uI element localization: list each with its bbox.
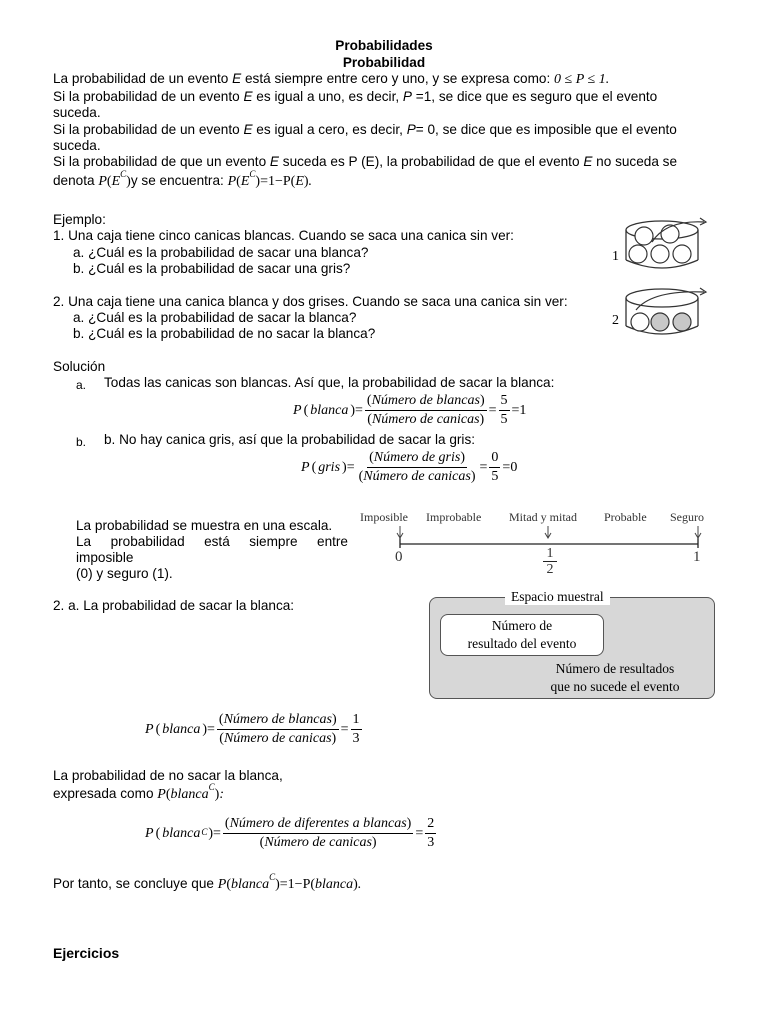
fraction-numerator: 2 [425, 815, 436, 834]
equation-p-blanca-complement: P ( blanca $^C$ )= $\frac{\text{(Número de diferentes a blancas)}}{\text{(Número de canicas)}}$ = $\frac{2}{3}$ [145, 816, 435, 850]
document-title: Probabilidades [335, 38, 433, 53]
event-symbol: E [240, 174, 250, 189]
eq-result: =0 [502, 459, 518, 475]
scale-label-imposible: Imposible [360, 510, 408, 524]
event-symbol: E [583, 154, 593, 169]
text-run: expresada como [53, 786, 158, 801]
event-symbol: E [269, 154, 279, 169]
fraction-value [351, 711, 362, 748]
range-formula: 0 ≤ P ≤ 1. [554, 72, 610, 87]
conclusion-line [53, 872, 713, 893]
intro-line-3-wrap: suceda. [53, 138, 101, 153]
half-denominator: 2 [546, 562, 554, 577]
complement-sup: C [249, 169, 256, 180]
fraction-denominator: Número de canicas [371, 412, 480, 427]
fraction-denominator: 3 [427, 835, 435, 850]
text-run: = 0, se dice que es imposible que el evento [415, 122, 677, 137]
solution-a-letter: a. [76, 378, 87, 392]
equation-p-blanca-one-third: P ( blanca )= $\frac{\text{(Número de blancas)}}{\text{(Número de canicas)}}$ = $\frac{1}{3}$ [145, 712, 360, 746]
figure-1-number: 1 [612, 249, 619, 264]
fraction-numerator: 0 [489, 449, 500, 468]
fraction: $\frac{\text{(Número de blancas)}}{\text{(Número de canicas)}}$ [218, 712, 337, 746]
p-symbol: P [293, 402, 302, 418]
scale-text-2: La probabilidad está siempre entre [76, 534, 348, 549]
question-1: 1. Una caja tiene cinco canicas blancas. Cuando se saca una canica sin ver: [53, 228, 514, 243]
p-symbol: P [217, 877, 227, 892]
p-symbol: P [98, 174, 107, 189]
intro-line-3 [53, 122, 713, 138]
solution-a-text: Todas las canicas son blancas. Así que, la probabilidad de sacar la blanca: [104, 375, 555, 390]
conclusion-formula: P(blanca$^C$)=1−P(blanca). [217, 872, 362, 892]
fraction: $\frac{\text{(Número de blancas)}}{\text{(Número de canicas)}}$ [366, 393, 485, 427]
scale-label-mitad: Mitad y mitad [509, 510, 577, 524]
formula-rhs: =1−P [260, 174, 291, 189]
text-run: Si la probabilidad de que un evento [53, 154, 270, 169]
scale-text-4: (0) y seguro (1). [76, 566, 173, 581]
example-label: Ejemplo: [53, 212, 106, 227]
fraction-denominator: 5 [500, 412, 508, 427]
eq-argument: blanca [230, 877, 270, 892]
intro-line-2-wrap: suceda. [53, 105, 101, 120]
non-event-line-2: que no sucede el evento [550, 679, 680, 694]
half-numerator: 1 [543, 546, 557, 562]
scale-label-probable: Probable [604, 510, 647, 524]
intro-line-1 [53, 71, 713, 88]
eq-argument: blanca [315, 877, 354, 892]
complement-notation: $P(E^C)$ [98, 169, 131, 189]
solution-b-letter: b. [76, 435, 87, 449]
eq-argument: blanca [162, 721, 201, 737]
p-symbol: P [157, 787, 166, 802]
eq-argument: blanca [170, 787, 209, 802]
formula-rhs: =1−P [279, 877, 311, 892]
figure-2-number: 2 [612, 313, 619, 328]
text-run: no suceda se [592, 154, 678, 169]
no-blanca-text-2 [53, 782, 713, 803]
section-title: Probabilidad [342, 55, 426, 70]
eq-result: =1 [511, 402, 527, 418]
fraction-denominator: Número de canicas [363, 469, 471, 484]
scale-text-3: imposible [76, 550, 134, 565]
question-1b: b. ¿Cuál es la probabilidad de sacar una gris? [73, 261, 351, 276]
solution-label: Solución [53, 359, 106, 374]
part2-label: 2. a. La probabilidad de sacar la blanca: [53, 598, 295, 613]
intro-line-5 [53, 169, 713, 190]
text-run: denota [53, 173, 99, 188]
text-run: suceda es P (E), la probabilidad de que el evento [279, 154, 584, 169]
box-five-white-marbles-illustration [622, 212, 708, 280]
complement-sup: C [269, 872, 276, 883]
event-symbol: E [243, 122, 253, 137]
question-2b: b. ¿Cuál es la probabilidad de no sacar la blanca? [73, 326, 376, 341]
p-symbol: P [402, 89, 412, 104]
complement-sup: C [120, 169, 127, 180]
fraction-numerator: Número de blancas [223, 712, 332, 727]
complement-sup: C [208, 782, 215, 793]
question-1a: a. ¿Cuál es la probabilidad de sacar una blanca? [73, 245, 369, 260]
fraction-denominator: 3 [352, 731, 360, 746]
fraction-denominator: Número de canicas [223, 731, 332, 746]
fraction-value [499, 392, 510, 429]
eq-argument: gris [318, 459, 341, 475]
scale-label-seguro: Seguro [670, 510, 704, 524]
scale-label-improbable: Improbable [426, 510, 482, 524]
non-event-outcomes [520, 660, 710, 696]
complement-formula: $P(E^C)=1-P(E)$. [227, 169, 313, 189]
text-run: La probabilidad de un evento [53, 71, 233, 86]
equation-p-gris: P ( gris )= $\frac{\text{(Número de gris)}}{\text{(Número de canicas)}}$ = $\frac{0}{5}$ =0 [301, 450, 518, 484]
event-symbol: E [232, 71, 242, 86]
eq-argument: blanca [162, 825, 201, 841]
scale-text-1: La probabilidad se muestra en una escala. [76, 518, 333, 533]
fraction: $\frac{\text{(Número de diferentes a blancas)}}{\text{(Número de canicas)}}$ [224, 816, 412, 850]
fraction-numerator: 5 [499, 392, 510, 411]
scale-zero: 0 [395, 549, 403, 565]
event-outcomes-line-2: resultado del evento [467, 636, 577, 651]
question-2a: a. ¿Cuál es la probabilidad de sacar la blanca? [73, 310, 357, 325]
event-symbol: E [111, 174, 121, 189]
event-symbol: E [295, 174, 304, 189]
p-symbol: P [301, 459, 310, 475]
complement-notation: P(blanca$^C$): [157, 782, 224, 802]
p-symbol: P [145, 721, 154, 737]
text-run: Si la probabilidad de un evento [53, 89, 244, 104]
fraction: $\frac{\text{(Número de gris)}}{\text{(Número de canicas)}}$ [358, 450, 476, 484]
question-2: 2. Una caja tiene una canica blanca y dos grises. Cuando se saca una canica sin ver: [53, 294, 568, 309]
fraction-denominator: Número de canicas [264, 835, 372, 850]
exercises-heading: Ejercicios [53, 945, 120, 961]
solution-b-text: b. No hay canica gris, así que la probabilidad de sacar la gris: [104, 432, 476, 447]
sample-space-title: Espacio muestral [505, 589, 610, 605]
non-event-line-1: Número de resultados [555, 661, 675, 676]
fraction-numerator: Número de diferentes a blancas [229, 816, 407, 831]
intro-line-4 [53, 154, 713, 170]
fraction-denominator: 5 [491, 469, 499, 484]
fraction-numerator: Número de blancas [371, 393, 480, 408]
intro-line-2 [53, 89, 713, 105]
text-run: Por tanto, se concluye que [53, 876, 218, 891]
text-run: y se encuentra: [130, 173, 228, 188]
scale-one: 1 [693, 549, 701, 565]
event-symbol: E [243, 89, 253, 104]
fraction-value [425, 815, 436, 852]
text-run: =1, se dice que es seguro que el evento [412, 89, 658, 104]
fraction-numerator: 1 [351, 711, 362, 730]
scale-half [543, 546, 557, 577]
equation-p-blanca-all: P ( blanca )= $\frac{\text{(Número de blancas)}}{\text{(Número de canicas)}}$ = $\frac{5}{5}$ =1 [293, 393, 527, 427]
event-outcomes-box [440, 614, 604, 656]
p-symbol: P [227, 174, 237, 189]
eq-argument: blanca [310, 402, 349, 418]
box-one-white-two-gray-marbles-illustration [622, 280, 708, 346]
text-run: es igual a uno, es decir, [252, 89, 403, 104]
text-run: es igual a cero, es decir, [252, 122, 407, 137]
fraction-value [489, 449, 500, 486]
p-symbol: P [145, 825, 154, 841]
no-blanca-text-1: La probabilidad de no sacar la blanca, [53, 768, 283, 783]
text-run: está siempre entre cero y uno, y se expresa como: [241, 71, 555, 86]
p-symbol: P [406, 122, 416, 137]
fraction-numerator: Número de gris [373, 450, 461, 465]
event-outcomes-line-1: Número de [491, 618, 553, 633]
text-run: Si la probabilidad de un evento [53, 122, 244, 137]
